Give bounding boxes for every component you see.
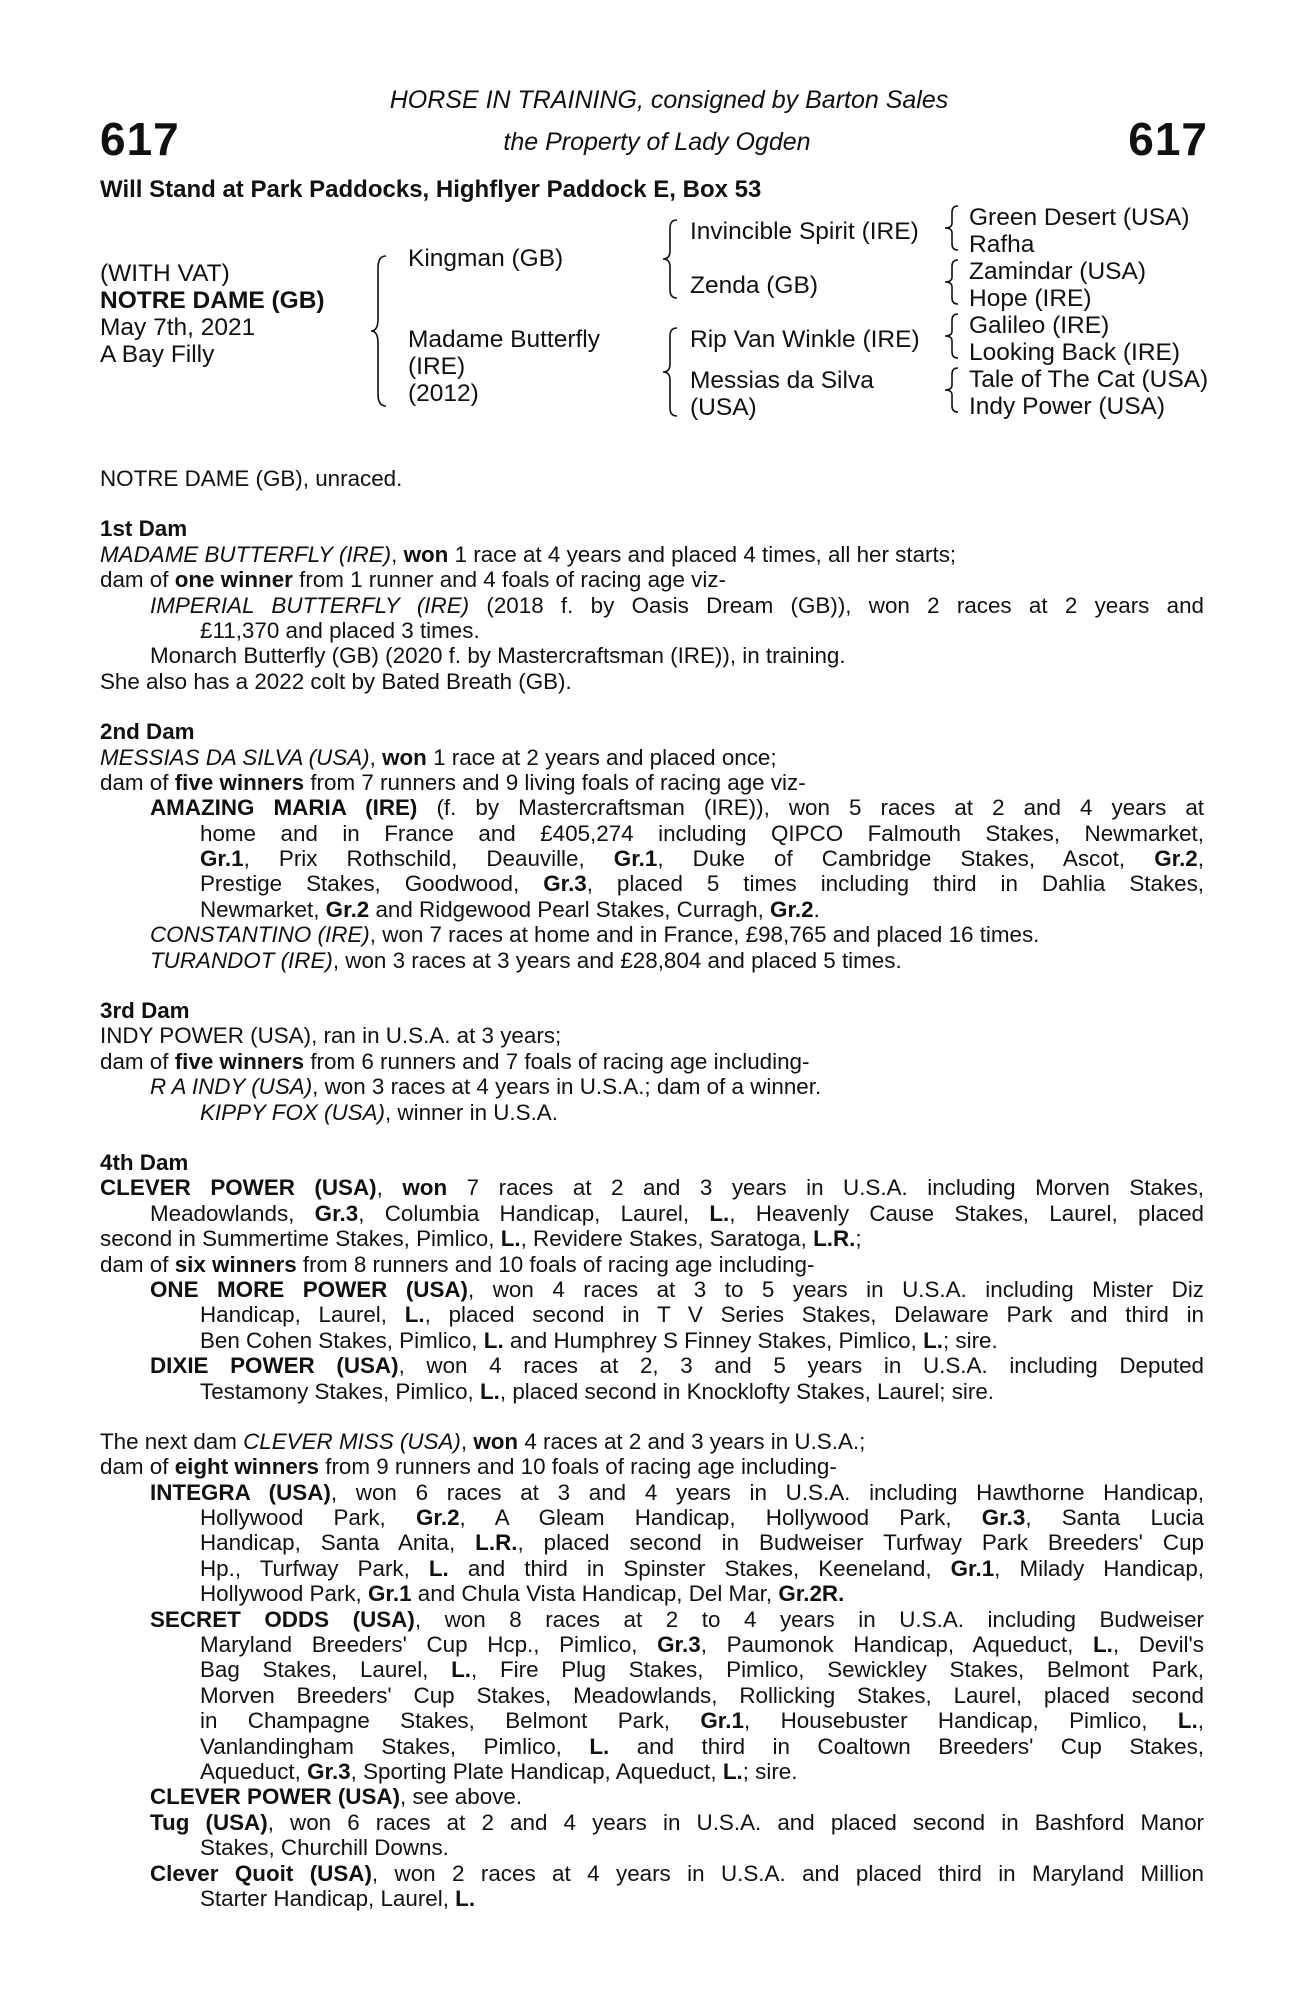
produce-line: £11,370 and placed 3 times.	[200, 617, 480, 643]
dam-line: dam of eight winners from 9 runners and 10 foals of racing age including-	[100, 1454, 837, 1480]
property-line: the Property of Lady Ogden	[503, 128, 811, 156]
produce-line: INTEGRA (USA), won 6 races at 3 and 4 years in U.S.A. including Hawthorne Handicap,	[150, 1479, 1204, 1505]
section-heading: 4th Dam	[100, 1149, 189, 1175]
pedigree-dam-line1: Madame Butterfly	[408, 326, 600, 353]
dam-line: dam of one winner from 1 runner and 4 foals of racing age viz-	[100, 567, 726, 593]
race-record: NOTRE DAME (GB), unraced.	[100, 466, 403, 491]
dam-line: The next dam CLEVER MISS (USA), won 4 races at 2 and 3 years in U.S.A.;	[100, 1428, 866, 1454]
produce-line: Hollywood Park, Gr.2, A Gleam Handicap, Hollywood Park, Gr.3, Santa Lucia	[200, 1505, 1204, 1531]
section-heading: 2nd Dam	[100, 719, 195, 745]
produce-line: IMPERIAL BUTTERFLY (IRE) (2018 f. by Oasis Dream (GB)), won 2 races at 2 years and	[150, 592, 1204, 618]
dam-line: dam of five winners from 7 runners and 9 living foals of racing age viz-	[100, 769, 806, 795]
pedigree-dam-line3: (2012)	[408, 380, 479, 407]
produce-line: Clever Quoit (USA), won 2 races at 4 years in U.S.A. and placed third in Maryland Million	[150, 1860, 1204, 1886]
produce-line: Ben Cohen Stakes, Pimlico, L. and Humphrey S Finney Stakes, Pimlico, L.; sire.	[200, 1327, 998, 1353]
produce-line: Tug (USA), won 6 races at 2 and 4 years in U.S.A. and placed second in Bashford Manor	[150, 1809, 1204, 1835]
produce-line: Morven Breeders' Cup Stakes, Meadowlands, Rollicking Stakes, Laurel, placed second	[200, 1682, 1204, 1708]
brace-icon	[662, 218, 680, 300]
pedigree-dam-sire: Rip Van Winkle (IRE)	[690, 326, 920, 353]
produce-line: Hp., Turfway Park, L. and third in Spinster Stakes, Keeneland, Gr.1, Milady Handicap,	[200, 1555, 1205, 1581]
produce-line: Stakes, Churchill Downs.	[200, 1835, 449, 1861]
produce-line: Hollywood Park, Gr.1 and Chula Vista Handicap, Del Mar, Gr.2R.	[200, 1581, 845, 1607]
produce-line: DIXIE POWER (USA), won 4 races at 2, 3 and 5 years in U.S.A. including Deputed	[150, 1353, 1204, 1379]
produce-line: Bag Stakes, Laurel, L., Fire Plug Stakes, Pimlico, Sewickley Stakes, Belmont Park,	[200, 1657, 1205, 1683]
dam-line: INDY POWER (USA), ran in U.S.A. at 3 years;	[100, 1023, 562, 1049]
pedigree-sire: Kingman (GB)	[408, 245, 564, 272]
produce-line: Starter Handicap, Laurel, L.	[200, 1885, 476, 1911]
produce-line: TURANDOT (IRE), won 3 races at 3 years and £28,804 and placed 5 times.	[150, 947, 902, 973]
pedigree-sdd: Hope (IRE)	[969, 285, 1092, 312]
produce-line: home and in France and £405,274 including QIPCO Falmouth Stakes, Newmarket,	[200, 820, 1204, 846]
brace-icon	[944, 258, 960, 306]
section-heading: 3rd Dam	[100, 998, 190, 1024]
section-heading: 1st Dam	[100, 516, 188, 542]
produce-line: Handicap, Laurel, L., placed second in T V Series Stakes, Delaware Park and third in	[200, 1302, 1204, 1328]
pedigree-sire-dam: Zenda (GB)	[690, 272, 818, 299]
produce-line: CONSTANTINO (IRE), won 7 races at home and in France, £98,765 and placed 16 times.	[150, 922, 1040, 948]
pedigree-sire-sire: Invincible Spirit (IRE)	[690, 218, 919, 245]
produce-line: Gr.1, Prix Rothschild, Deauville, Gr.1, Duke of Cambridge Stakes, Ascot, Gr.2,	[200, 846, 1204, 872]
produce-line: Prestige Stakes, Goodwood, Gr.3, placed 5 times including third in Dahlia Stakes,	[200, 871, 1205, 897]
foaling-date: May 7th, 2021	[100, 314, 256, 341]
dam-line: She also has a 2022 colt by Bated Breath (GB).	[100, 668, 572, 694]
horse-description: A Bay Filly	[100, 341, 215, 368]
pedigree-sds: Zamindar (USA)	[969, 258, 1146, 285]
pedigree-dsd: Looking Back (IRE)	[969, 339, 1181, 366]
brace-icon	[662, 326, 680, 418]
vat-note: (WITH VAT)	[100, 260, 230, 287]
stand-location: Will Stand at Park Paddocks, Highflyer Paddock E, Box 53	[100, 176, 762, 203]
dam-line: second in Summertime Stakes, Pimlico, L., Revidere Stakes, Saratoga, L.R.;	[100, 1226, 862, 1252]
pedigree-dss: Galileo (IRE)	[969, 312, 1110, 339]
pedigree-dam-line2: (IRE)	[408, 353, 466, 380]
dam-line: dam of six winners from 8 runners and 10 foals of racing age including-	[100, 1251, 815, 1277]
produce-line: R A INDY (USA), won 3 races at 4 years in U.S.A.; dam of a winner.	[150, 1074, 822, 1100]
pedigree-sss: Green Desert (USA)	[969, 204, 1190, 231]
brace-icon	[370, 254, 390, 408]
dam-line: Meadowlands, Gr.3, Columbia Handicap, Laurel, L., Heavenly Cause Stakes, Laurel, placed	[150, 1200, 1204, 1226]
produce-line: Newmarket, Gr.2 and Ridgewood Pearl Stakes, Curragh, Gr.2.	[200, 896, 820, 922]
produce-line: in Champagne Stakes, Belmont Park, Gr.1, Housebuster Handicap, Pimlico, L.,	[200, 1708, 1205, 1734]
pedigree-dam-dam-line2: (USA)	[690, 394, 757, 421]
produce-line: Vanlandingham Stakes, Pimlico, L. and third in Coaltown Breeders' Cup Stakes,	[200, 1733, 1204, 1759]
produce-line: SECRET ODDS (USA), won 8 races at 2 to 4 years in U.S.A. including Budweiser	[150, 1606, 1204, 1632]
brace-icon	[944, 312, 960, 360]
produce-line: CLEVER POWER (USA), see above.	[150, 1784, 523, 1810]
produce-line: AMAZING MARIA (IRE) (f. by Mastercraftsman (IRE)), won 5 races at 2 and 4 years at	[150, 795, 1204, 821]
produce-line: Maryland Breeders' Cup Hcp., Pimlico, Gr.3, Paumonok Handicap, Aqueduct, L., Devil's	[200, 1632, 1204, 1658]
lot-number-left: 617	[100, 113, 180, 165]
consignment-line: HORSE IN TRAINING, consigned by Barton Sales	[389, 86, 949, 114]
dam-line: MADAME BUTTERFLY (IRE), won 1 race at 4 years and placed 4 times, all her starts;	[100, 541, 957, 567]
dam-line: MESSIAS DA SILVA (USA), won 1 race at 2 years and placed once;	[100, 744, 777, 770]
pedigree-dds: Tale of The Cat (USA)	[969, 366, 1209, 393]
produce-line: ONE MORE POWER (USA), won 4 races at 3 to 5 years in U.S.A. including Mister Diz	[150, 1276, 1204, 1302]
produce-line: Monarch Butterfly (GB) (2020 f. by Mastercraftsman (IRE)), in training.	[150, 643, 846, 669]
lot-number-right: 617	[1128, 113, 1208, 165]
pedigree-dam-dam-line1: Messias da Silva	[690, 367, 874, 394]
produce-line: Aqueduct, Gr.3, Sporting Plate Handicap, Aqueduct, L.; sire.	[200, 1758, 798, 1784]
brace-icon	[944, 204, 960, 252]
catalogue-body	[100, 466, 1204, 1911]
produce-line: Handicap, Santa Anita, L.R., placed second in Budweiser Turfway Park Breeders' Cup	[200, 1530, 1204, 1556]
pedigree-ssd: Rafha	[969, 231, 1035, 258]
produce-line: Testamony Stakes, Pimlico, L., placed second in Knocklofty Stakes, Laurel; sire.	[200, 1378, 994, 1404]
horse-name: NOTRE DAME (GB)	[100, 287, 325, 314]
brace-icon	[944, 366, 960, 414]
pedigree-ddd: Indy Power (USA)	[969, 393, 1166, 420]
dam-line: dam of five winners from 6 runners and 7 foals of racing age including-	[100, 1048, 810, 1074]
dam-line: CLEVER POWER (USA), won 7 races at 2 and 3 years in U.S.A. including Morven Stakes,	[100, 1175, 1204, 1201]
produce-line: KIPPY FOX (USA), winner in U.S.A.	[200, 1099, 558, 1125]
